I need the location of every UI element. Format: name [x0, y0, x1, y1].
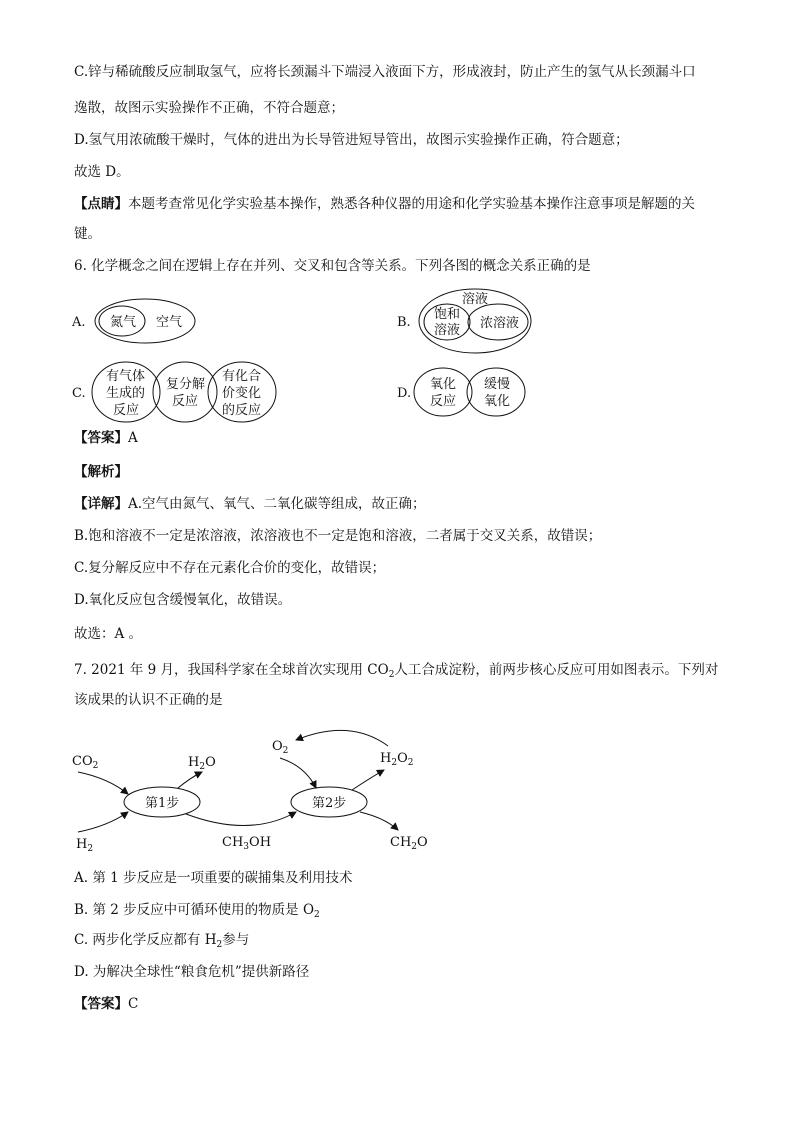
opt-C-1b: 生成的: [106, 386, 146, 401]
opt-C-label: C.: [72, 386, 86, 401]
tip-text: 本题考查常见化学实验基本操作，熟悉各种仪器的用途和化学实验基本操作注意事项是解题的关: [128, 196, 695, 212]
co2-label: $CO_2$: [72, 754, 99, 771]
tip-line: [74, 194, 695, 214]
h2o-label: $H_2O$: [188, 755, 216, 772]
detail-line: 故选：A 。: [74, 626, 143, 642]
q7-option-A: A. 第 1 步反应是一项重要的碳捕集及利用技术: [74, 870, 353, 886]
opt-D-1b: 反应: [430, 394, 457, 409]
step2-label: 第2步: [312, 796, 347, 811]
detail-line: [74, 494, 426, 514]
reaction-diagram: [0, 722, 794, 862]
answer-tag: 【答案】: [74, 996, 128, 1012]
opt7B-sub: 2: [314, 910, 320, 920]
detail-line: D.氧化反应包含缓慢氧化，故错误。: [74, 592, 292, 608]
h2o2-label: $H_2O_2$: [380, 751, 414, 768]
arrow-step2-ch2o: [360, 812, 398, 830]
answer-6: [74, 428, 138, 448]
arrow-h2-step1: [78, 812, 128, 832]
opt-C-3a: 有化合: [222, 369, 262, 384]
arrow-step2-h2o2: [352, 770, 384, 790]
text-line: 故选 D。: [74, 164, 130, 180]
opt-B-label: B.: [397, 315, 411, 330]
q7-option-D: D. 为解决全球性“粮食危机”提供新路径: [74, 964, 310, 980]
opt-A-label: A.: [72, 315, 86, 330]
opt-C-3b: 价变化: [222, 386, 262, 401]
arrow-co2-step1: [78, 772, 128, 794]
text-line: C.锌与稀硫酸反应制取氢气，应将长颈漏斗下端浸入液面下方，形成液封，防止产生的氢气从长颈漏斗口: [74, 64, 696, 80]
opt7C-post: 参与: [222, 932, 250, 948]
answer-7: [74, 994, 138, 1014]
opt7C-text: C. 两步化学反应都有 H: [74, 932, 217, 948]
arrow-o2-step2: [280, 758, 316, 788]
arrow-step1-h2o: [178, 772, 202, 788]
q7-text-pre: 7. 2021 年 9 月，我国科学家在全球首次实现用 CO: [74, 662, 389, 678]
q7-text-post: 人工合成淀粉，前两步核心反应可用如图表示。下列对: [394, 662, 719, 678]
opt-D-1a: 氧化: [430, 377, 457, 392]
opt-C-2a: 复分解: [166, 377, 206, 392]
question-7: [74, 660, 718, 680]
arrow-step1-ch3oh-step2: [186, 812, 296, 826]
opt7C-sub: 2: [216, 940, 223, 950]
text-line: D.氢气用浓硫酸干燥时，气体的进出为长导管进短导管出，故图示实验操作正确，符合题意；: [74, 132, 629, 148]
step1-label: 第1步: [145, 796, 180, 811]
answer-value: C: [128, 996, 139, 1012]
detail-text: A.空气由氮气、氧气、二氧化碳等组成，故正确；: [128, 496, 426, 512]
opt-D-2b: 氧化: [484, 394, 511, 409]
q7-sub: 2: [388, 670, 395, 680]
arrow-h2o2-o2: [296, 730, 388, 746]
opt-B-left1: 饱和: [434, 307, 461, 322]
q7-option-B: [74, 900, 320, 920]
opt-C-1c: 反应: [113, 403, 140, 418]
analysis-6: [74, 462, 128, 482]
ch3oh-label: $CH_3OH$: [222, 835, 272, 852]
detail-tag: 【详解】: [74, 496, 128, 512]
answer-tag: 【答案】: [74, 430, 128, 446]
q7-option-C: [74, 930, 249, 950]
detail-line: C.复分解反应中不存在元素化合价的变化，故错误；: [74, 560, 386, 576]
opt-B-right: 浓溶液: [480, 316, 520, 331]
opt-C-2b: 反应: [172, 394, 199, 409]
detail-line: B.饱和溶液不一定是浓溶液，浓溶液也不一定是饱和溶液，二者属于交叉关系，故错误；: [74, 528, 602, 544]
opt-B-left2: 溶液: [434, 323, 461, 338]
answer-value: A: [128, 430, 138, 446]
opt-C-1a: 有气体: [106, 369, 146, 384]
ch2o-label: $CH_2O$: [390, 835, 428, 852]
tip-tag: 【点睛】: [74, 196, 128, 212]
question-7-cont: 该成果的认识不正确的是: [74, 692, 223, 708]
h2-label: $H_2$: [76, 837, 94, 854]
opt-B-outer: 溶液: [462, 292, 489, 307]
opt-A-inner: 氮气: [110, 315, 137, 330]
opt-A-outer: 空气: [156, 315, 183, 330]
question-6: 6. 化学概念之间在逻辑上存在并列、交叉和包含等关系。下列各图的概念关系正确的是: [74, 258, 591, 274]
opt7B-text: B. 第 2 步反应中可循环使用的物质是 O: [74, 902, 315, 918]
o2-label: $O_2$: [272, 739, 289, 756]
text-line: 逸散，故图示实验操作不正确，不符合题意；: [74, 100, 344, 116]
opt-D-2a: 缓慢: [484, 377, 511, 392]
opt-C-3c: 的反应: [222, 403, 262, 418]
text-line: 键。: [74, 226, 101, 242]
double-decomp-ellipse: [153, 362, 217, 422]
q6-options-figure: [0, 284, 794, 424]
opt-D-label: D.: [397, 386, 412, 401]
analysis-tag: 【解析】: [74, 464, 128, 480]
